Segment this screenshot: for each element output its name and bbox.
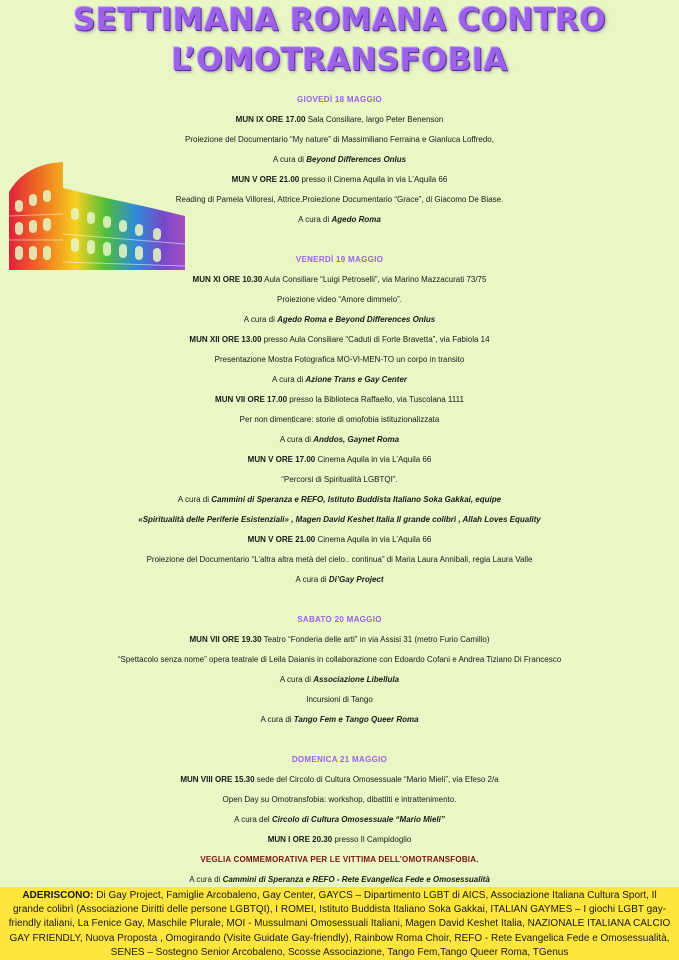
event-organizer: A cura di Di’Gay Project [295,575,384,584]
supporters-footer [0,887,679,960]
event-line: MUN V ORE 17.00 Cinema Aquila in via L’Aquila 66 [247,455,432,464]
event-line: MUN VII ORE 19.30 Teatro “Fonderia delle arti” in via Assisi 31 (metro Furio Camillo) [189,635,490,644]
event-line: Open Day su Omotransfobia: workshop, dibattiti e intrattenimento. [222,795,457,804]
event-line: MUN V ORE 21.00 presso il Cinema Aquila in via L’Aquila 66 [231,175,448,184]
event-organizer: A cura di Associazione Libellula [279,675,400,684]
event-line: “Spettacolo senza nome” opera teatrale di Leila Daianis in collaborazione con Edoardo Cofani e Andrea Tiziano Di Francesco [117,655,562,664]
event-organizer: A cura di Anddos, Gaynet Roma [279,435,400,444]
event-line: Per non dimenticare: storie di omofobia istituzionalizzata [239,415,440,424]
vigil-announcement: VEGLIA COMMEMORATIVA PER LE VITTIMA DELL’OMOTRANSFOBIA. [200,855,479,864]
event-organizer: «Spiritualità delle Periferie Esistenziali» , Magen David Keshet Italia Il grande colibrì , Allah Loves Equality [138,515,541,524]
event-organizer: A cura di Tango Fem e Tango Queer Roma [260,715,419,724]
event-line: MUN V ORE 21.00 Cinema Aquila in via L’Aquila 66 [247,535,432,544]
event-line: Incursioni di Tango [306,695,373,704]
event-line: MUN XII ORE 13.00 presso Aula Consiliare “Caduti di Forte Bravetta”, via Fabiola 14 [189,335,490,344]
supporters-label: ADERISCONO: [22,890,94,901]
poster-title-line2: L’OMOTRANSFOBIA [171,42,508,78]
event-organizer: A cura del Circolo di Cultura Omosessuale “Mario Mieli” [234,815,445,824]
event-line: MUN VIII ORE 15.30 sede del Circolo di Cultura Omosessuale “Mario Mieli”, via Efeso 2/a [180,775,499,784]
event-line: Proiezione del Documentario “L’altra altra metà del cielo.. continua” di Maria Laura Annibali, regia Laura Valle [146,555,533,564]
event-organizer: A cura di Cammini di Speranza e REFO - Rete Evangelica Fede e Omosessualità [189,875,490,884]
event-organizer: A cura di Agedo Roma [298,215,381,224]
event-line: MUN VII ORE 17.00 presso la Biblioteca Raffaello, via Tuscolana 1111 [215,395,464,404]
event-organizer: A cura di Azione Trans e Gay Center [271,375,408,384]
day-heading-domenica: DOMENICA 21 MAGGIO [291,755,388,764]
event-organizer: A cura di Beyond Differences Onlus [272,155,407,164]
poster-title-line1: SETTIMANA ROMANA CONTRO [73,2,606,38]
event-line: Presentazione Mostra Fotografica MO-VI-MEN-TO un corpo in transito [214,355,465,364]
event-line: Proiezione video “Amore dimmelo”. [277,295,402,304]
event-line: MUN XI ORE 10.30 Aula Consiliare “Luigi Petroselli”, via Marino Mazzacurati 73/75 [192,275,487,284]
event-organizer: A cura di Agedo Roma e Beyond Differences Onlus [243,315,436,324]
event-program [0,90,679,890]
day-heading-sabato: SABATO 20 MAGGIO [297,615,382,624]
event-line: Proiezione del Documentario “My nature” di Massimiliano Ferraina e Gianluca Loffredo, [185,135,494,144]
day-heading-giovedi: GIOVEDÌ 18 MAGGIO [296,95,383,104]
event-line: Reading di Pamela Villoresi, Attrice.Proiezione Documentario “Grace”, di Giacomo De Biase. [175,195,504,204]
event-line: “Percorsi di Spiritualità LGBTQI”. [281,475,398,484]
day-heading-venerdi: VENERDÌ 19 MAGGIO [295,255,384,264]
event-organizer: A cura di Cammini di Speranza e REFO, Istituto Buddista Italiano Soka Gakkai, equipe [177,495,502,504]
supporters-list: Di Gay Project, Famiglie Arcobaleno, Gay Center, GAYCS – Dipartimento LGBT di AICS, Associazione Italiana Cultura Sport, Il grande colibrì (Associazione Diritti delle persone LGBTQI), I ROMEI, Istituto Buddista Italiano Soka Gakkai, ITALIAN GAYMES – I giochi LGBT gay-friendly italiani, La Fenice Gay, Maschile Plurale, MOI - Mussulmani Omosessuali Italiani, Magen David Keshet Italia, NAZIONALE ITALIANA CALCIO GAY FRIENDLY, Nuova Proposta , Omogirando (Visite Guidate Gay-friendly), Rainbow Roma Choir, REFO - Rete Evangelica Fede e Omosessualità, SENES – Sostegno Senior Arcobaleno, Scosse Associazione, Tango Fem,Tango Queer Roma, TGenus [8,890,671,958]
event-line: MUN I ORE 20.30 presso Il Campidoglio [267,835,412,844]
event-line: MUN IX ORE 17.00 Sala Consiliare, largo Peter Benenson [235,115,444,124]
